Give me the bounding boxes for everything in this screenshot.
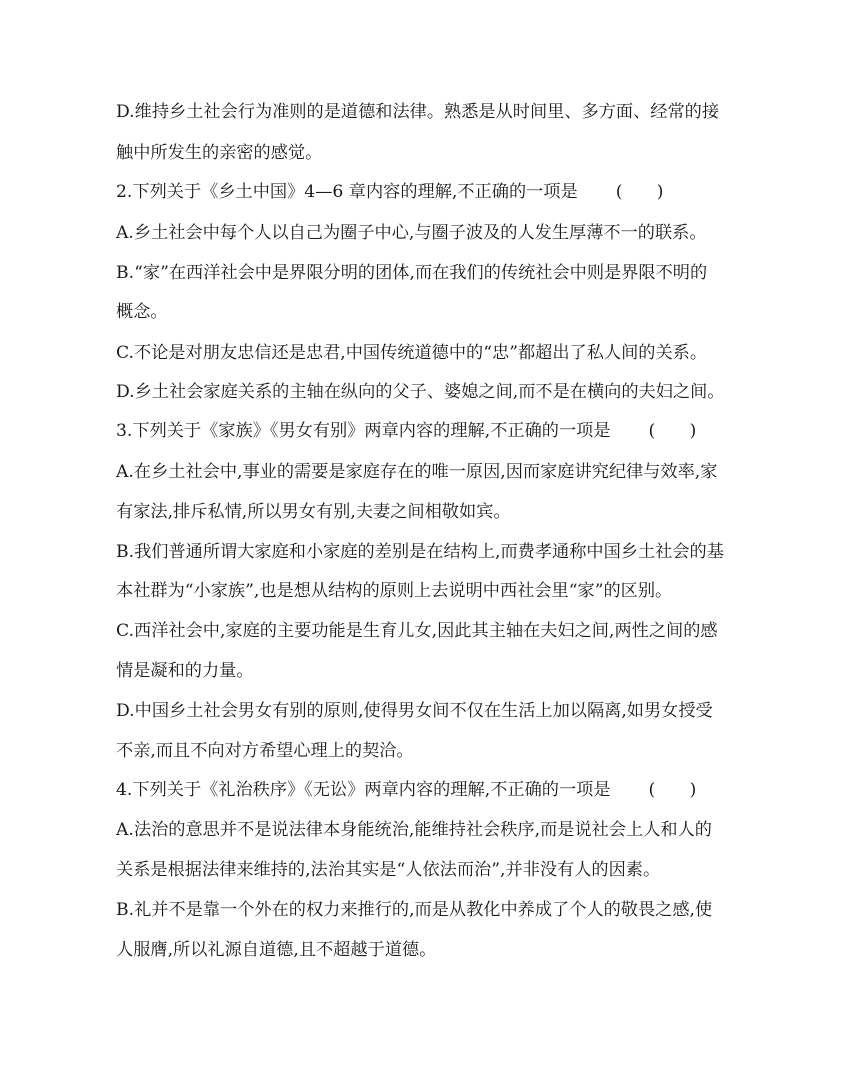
option-line: 本社群为“小家族”,也是想从结构的原则上去说明中西社会里“家”的区别。 xyxy=(116,581,673,601)
answer-blank: ( ) xyxy=(615,182,664,202)
option-line: A.乡土社会中每个人以自己为圈子中心,与圈子波及的人发生厚薄不一的联系。 xyxy=(116,223,707,243)
option-line: 情是凝和的力量。 xyxy=(116,661,254,681)
question-line xyxy=(116,180,756,204)
option-line: C.不论是对朋友忠信还是忠君,中国传统道德中的“忠”都超出了私人间的关系。 xyxy=(116,343,708,363)
option-line: 关系是根据法律来维持的,法治其实是“人依法而治”,并非没有人的因素。 xyxy=(116,860,661,880)
option-line: D.维持乡土社会行为准则的是道德和法律。熟悉是从时间里、多方面、经常的接 xyxy=(116,102,720,122)
option-line: B.我们普通所谓大家庭和小家庭的差别是在结构上,而费孝通称中国乡土社会的基 xyxy=(116,542,724,562)
option-line: A.在乡土社会中,事业的需要是家庭存在的唯一原因,因而家庭讲究纪律与效率,家 xyxy=(116,462,718,482)
option-line: D.乡土社会家庭关系的主轴在纵向的父子、婆媳之间,而不是在横向的夫妇之间。 xyxy=(116,382,725,402)
question-line xyxy=(116,419,756,443)
question-line xyxy=(116,778,756,802)
option-line: 不亲,而且不向对方希望心理上的契洽。 xyxy=(116,741,414,761)
option-line: B.“家”在西洋社会中是界限分明的团体,而在我们的传统社会中则是界限不明的 xyxy=(116,263,708,283)
question-text: 3.下列关于《家族》《男女有别》两章内容的理解,不正确的一项是 xyxy=(116,421,611,441)
answer-blank: ( ) xyxy=(648,780,697,800)
option-line: 人服膺,所以礼源自道德,且不超越于道德。 xyxy=(116,940,437,960)
option-line: A.法治的意思并不是说法律本身能统治,能维持社会秩序,而是说社会上人和人的 xyxy=(116,820,712,840)
question-text: 4.下列关于《礼治秩序》《无讼》两章内容的理解,不正确的一项是 xyxy=(116,780,611,800)
option-line: 概念。 xyxy=(116,302,168,322)
answer-blank: ( ) xyxy=(648,421,697,441)
option-line: B.礼并不是靠一个外在的权力来推行的,而是从教化中养成了个人的敬畏之感,使 xyxy=(116,900,713,920)
option-line: D.中国乡土社会男女有别的原则,使得男女间不仅在生活上加以隔离,如男女授受 xyxy=(116,701,713,721)
option-line: 有家法,排斥私情,所以男女有别,夫妻之间相敬如宾。 xyxy=(116,502,511,522)
question-text: 2.下列关于《乡土中国》4—6 章内容的理解,不正确的一项是 xyxy=(116,182,578,202)
option-line: C.西洋社会中,家庭的主要功能是生育儿女,因此其主轴在夫妇之间,两性之间的感 xyxy=(116,621,718,641)
option-line: 触中所发生的亲密的感觉。 xyxy=(116,143,323,163)
